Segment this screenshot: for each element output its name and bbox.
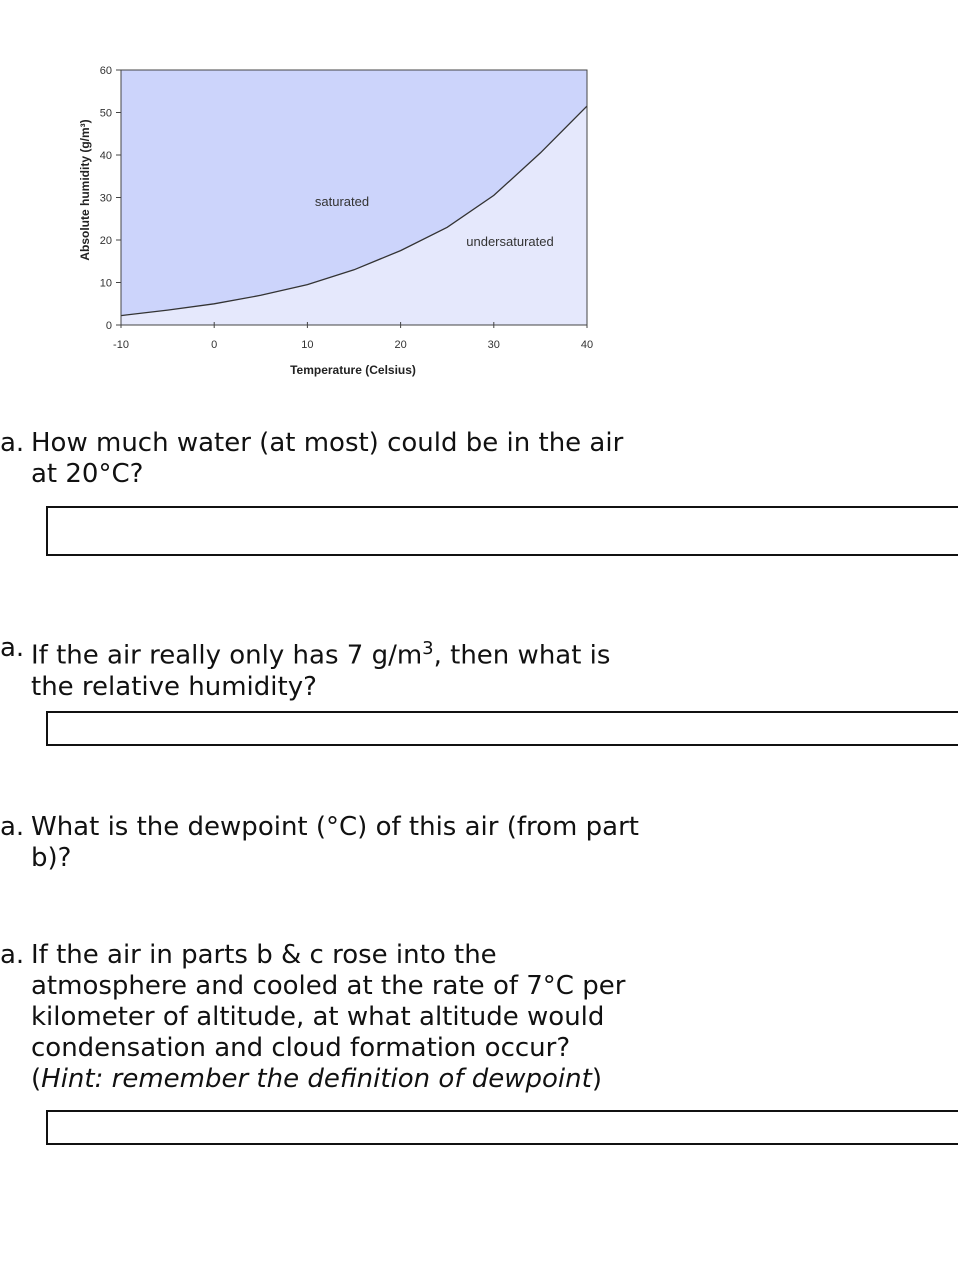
answer-box-4[interactable] [46, 1110, 958, 1145]
answer-box-2[interactable] [46, 711, 958, 746]
answer-box-1[interactable] [46, 506, 958, 556]
x-tick-label: 30 [487, 339, 500, 351]
x-tick-label: 20 [394, 339, 407, 351]
question-1-line-1: How much water (at most) could be in the air [31, 428, 624, 458]
question-4-hint-close: ) [591, 1064, 602, 1094]
question-2-marker: a. [0, 633, 25, 663]
question-3-marker: a. [0, 812, 25, 842]
question-1-marker: a. [0, 428, 25, 458]
y-tick-label: 0 [105, 320, 112, 332]
y-tick-label: 60 [99, 65, 112, 77]
question-4-line-3: kilometer of altitude, at what altitude would [31, 1002, 605, 1032]
question-2-line-1-post: , then what is [433, 640, 611, 671]
question-4-line-2: atmosphere and cooled at the rate of 7°C per [31, 971, 626, 1001]
humidity-chart [0, 0, 958, 400]
x-tick-label: 40 [580, 339, 594, 351]
x-tick-label: 10 [301, 339, 314, 351]
y-tick-label: 20 [99, 235, 112, 247]
question-3-line-2: b)? [31, 843, 72, 873]
y-tick-label: 50 [99, 107, 112, 120]
y-tick-label: 30 [99, 192, 112, 205]
x-axis-label: Temperature (Celsius) [290, 363, 416, 377]
x-tick-label: 0 [211, 339, 218, 351]
question-3 [0, 812, 700, 874]
question-4-line-4: condensation and cloud formation occur? [31, 1033, 571, 1063]
question-3-line-1: What is the dewpoint (°C) of this air (from part [31, 812, 639, 842]
y-tick-label: 10 [99, 277, 112, 290]
question-4 [0, 940, 700, 1095]
y-axis-label: Absolute humidity (g/m³) [78, 119, 92, 261]
question-2-line-2: the relative humidity? [31, 671, 317, 702]
question-2-line-1-pre: If the air really only has 7 g/m [31, 640, 423, 671]
annotation-saturated: saturated [314, 194, 370, 209]
question-4-marker: a. [0, 940, 25, 970]
annotation-undersaturated: undersaturated [466, 234, 554, 249]
question-2 [0, 633, 700, 703]
question-1 [0, 428, 700, 490]
y-tick-label: 40 [99, 150, 112, 162]
question-2-superscript: 3 [422, 638, 434, 659]
x-tick-label: -10 [113, 339, 129, 351]
question-4-hint-open: ( [31, 1064, 42, 1094]
question-4-hint: Hint: remember the definition of dewpoint [41, 1064, 592, 1094]
question-4-line-1: If the air in parts b & c rose into the [31, 940, 497, 970]
question-1-line-2: at 20°C? [31, 459, 144, 489]
